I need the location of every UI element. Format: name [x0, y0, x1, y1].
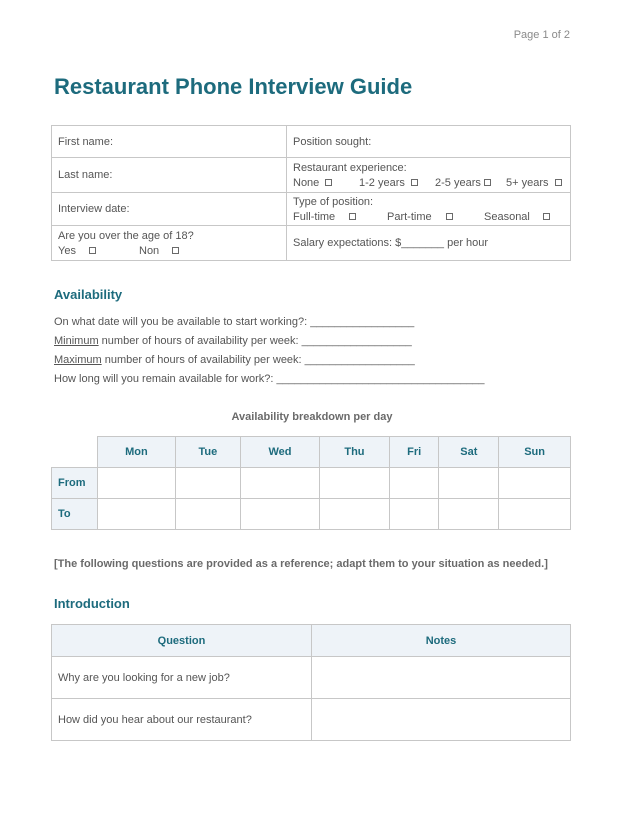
age-question-cell [52, 226, 287, 261]
checkbox-icon[interactable] [484, 179, 491, 186]
grid-cell[interactable] [175, 499, 240, 530]
grid-cell[interactable] [499, 499, 571, 530]
row-header-to: To [52, 499, 98, 530]
checkbox-icon[interactable] [325, 179, 332, 186]
grid-cell[interactable] [240, 468, 319, 499]
grid-cell[interactable] [439, 499, 499, 530]
notes-cell[interactable] [312, 699, 571, 741]
reference-note: [The following questions are provided as a reference; adapt them to your situation as needed.] [54, 558, 548, 570]
grid-cell[interactable] [439, 468, 499, 499]
checkbox-icon[interactable] [172, 247, 179, 254]
experience-option-2-5-years[interactable]: 2-5 years [435, 177, 506, 189]
position-type-full-time[interactable]: Full-time [293, 211, 387, 223]
row-header-from: From [52, 468, 98, 499]
age-question-label: Are you over the age of 18? [58, 229, 194, 242]
salary-expectations-field[interactable]: Salary expectations: $_______ per hour [287, 226, 571, 261]
experience-option-1-2-years[interactable]: 1-2 years [359, 177, 435, 189]
position-type-cell [287, 193, 571, 226]
grid-cell[interactable] [98, 468, 176, 499]
checkbox-icon[interactable] [349, 213, 356, 220]
minimum-hours-line[interactable]: Minimum number of hours of availability per week: __________________ [54, 335, 412, 347]
grid-cell[interactable] [175, 468, 240, 499]
availability-heading: Availability [54, 287, 123, 302]
grid-cell[interactable] [499, 468, 571, 499]
introduction-heading: Introduction [54, 596, 130, 611]
availability-caption: Availability breakdown per day [231, 411, 393, 423]
grid-cell[interactable] [98, 499, 176, 530]
grid-cell[interactable] [320, 468, 390, 499]
day-header: Wed [240, 437, 319, 468]
introduction-questions-table [51, 624, 571, 741]
day-header: Sun [499, 437, 571, 468]
day-header: Sat [439, 437, 499, 468]
restaurant-experience-cell [287, 158, 571, 193]
availability-grid [51, 436, 571, 530]
checkbox-icon[interactable] [89, 247, 96, 254]
day-header: Tue [175, 437, 240, 468]
checkbox-icon[interactable] [543, 213, 550, 220]
experience-option-none[interactable]: None [293, 177, 359, 189]
age-option-yes[interactable]: Yes [58, 245, 139, 257]
position-type-part-time[interactable]: Part-time [387, 211, 484, 223]
table-row [52, 699, 571, 741]
page-number: Page 1 of 2 [513, 29, 570, 41]
position-sought-field[interactable]: Position sought: [287, 126, 571, 158]
restaurant-experience-label: Restaurant experience: [293, 161, 407, 174]
last-name-field[interactable]: Last name: [52, 158, 287, 193]
first-name-field[interactable]: First name: [52, 126, 287, 158]
experience-option-5-plus-years[interactable]: 5+ years [506, 177, 562, 189]
question-text: Why are you looking for a new job? [52, 657, 312, 699]
question-text: How did you hear about our restaurant? [52, 699, 312, 741]
candidate-info-table [51, 125, 571, 261]
day-header: Thu [320, 437, 390, 468]
page-title: Restaurant Phone Interview Guide [54, 74, 413, 99]
grid-cell[interactable] [389, 499, 439, 530]
availability-duration-line[interactable]: How long will you remain available for work?: __________________________________ [54, 373, 485, 385]
checkbox-icon[interactable] [446, 213, 453, 220]
day-header: Mon [98, 437, 176, 468]
grid-cell[interactable] [240, 499, 319, 530]
type-of-position-label: Type of position: [293, 195, 374, 208]
grid-corner [52, 437, 98, 468]
checkbox-icon[interactable] [411, 179, 418, 186]
position-type-seasonal[interactable]: Seasonal [484, 211, 550, 223]
notes-cell[interactable] [312, 657, 571, 699]
checkbox-icon[interactable] [555, 179, 562, 186]
notes-column-header: Notes [312, 625, 571, 657]
grid-cell[interactable] [320, 499, 390, 530]
grid-cell[interactable] [389, 468, 439, 499]
maximum-hours-line[interactable]: Maximum number of hours of availability per week: __________________ [54, 354, 415, 366]
question-column-header: Question [52, 625, 312, 657]
day-header: Fri [389, 437, 439, 468]
table-row [52, 657, 571, 699]
start-date-line[interactable]: On what date will you be available to start working?: _________________ [54, 316, 415, 328]
age-option-non[interactable]: Non [139, 245, 179, 257]
availability-questions [54, 315, 485, 391]
interview-date-field[interactable]: Interview date: [52, 193, 287, 226]
